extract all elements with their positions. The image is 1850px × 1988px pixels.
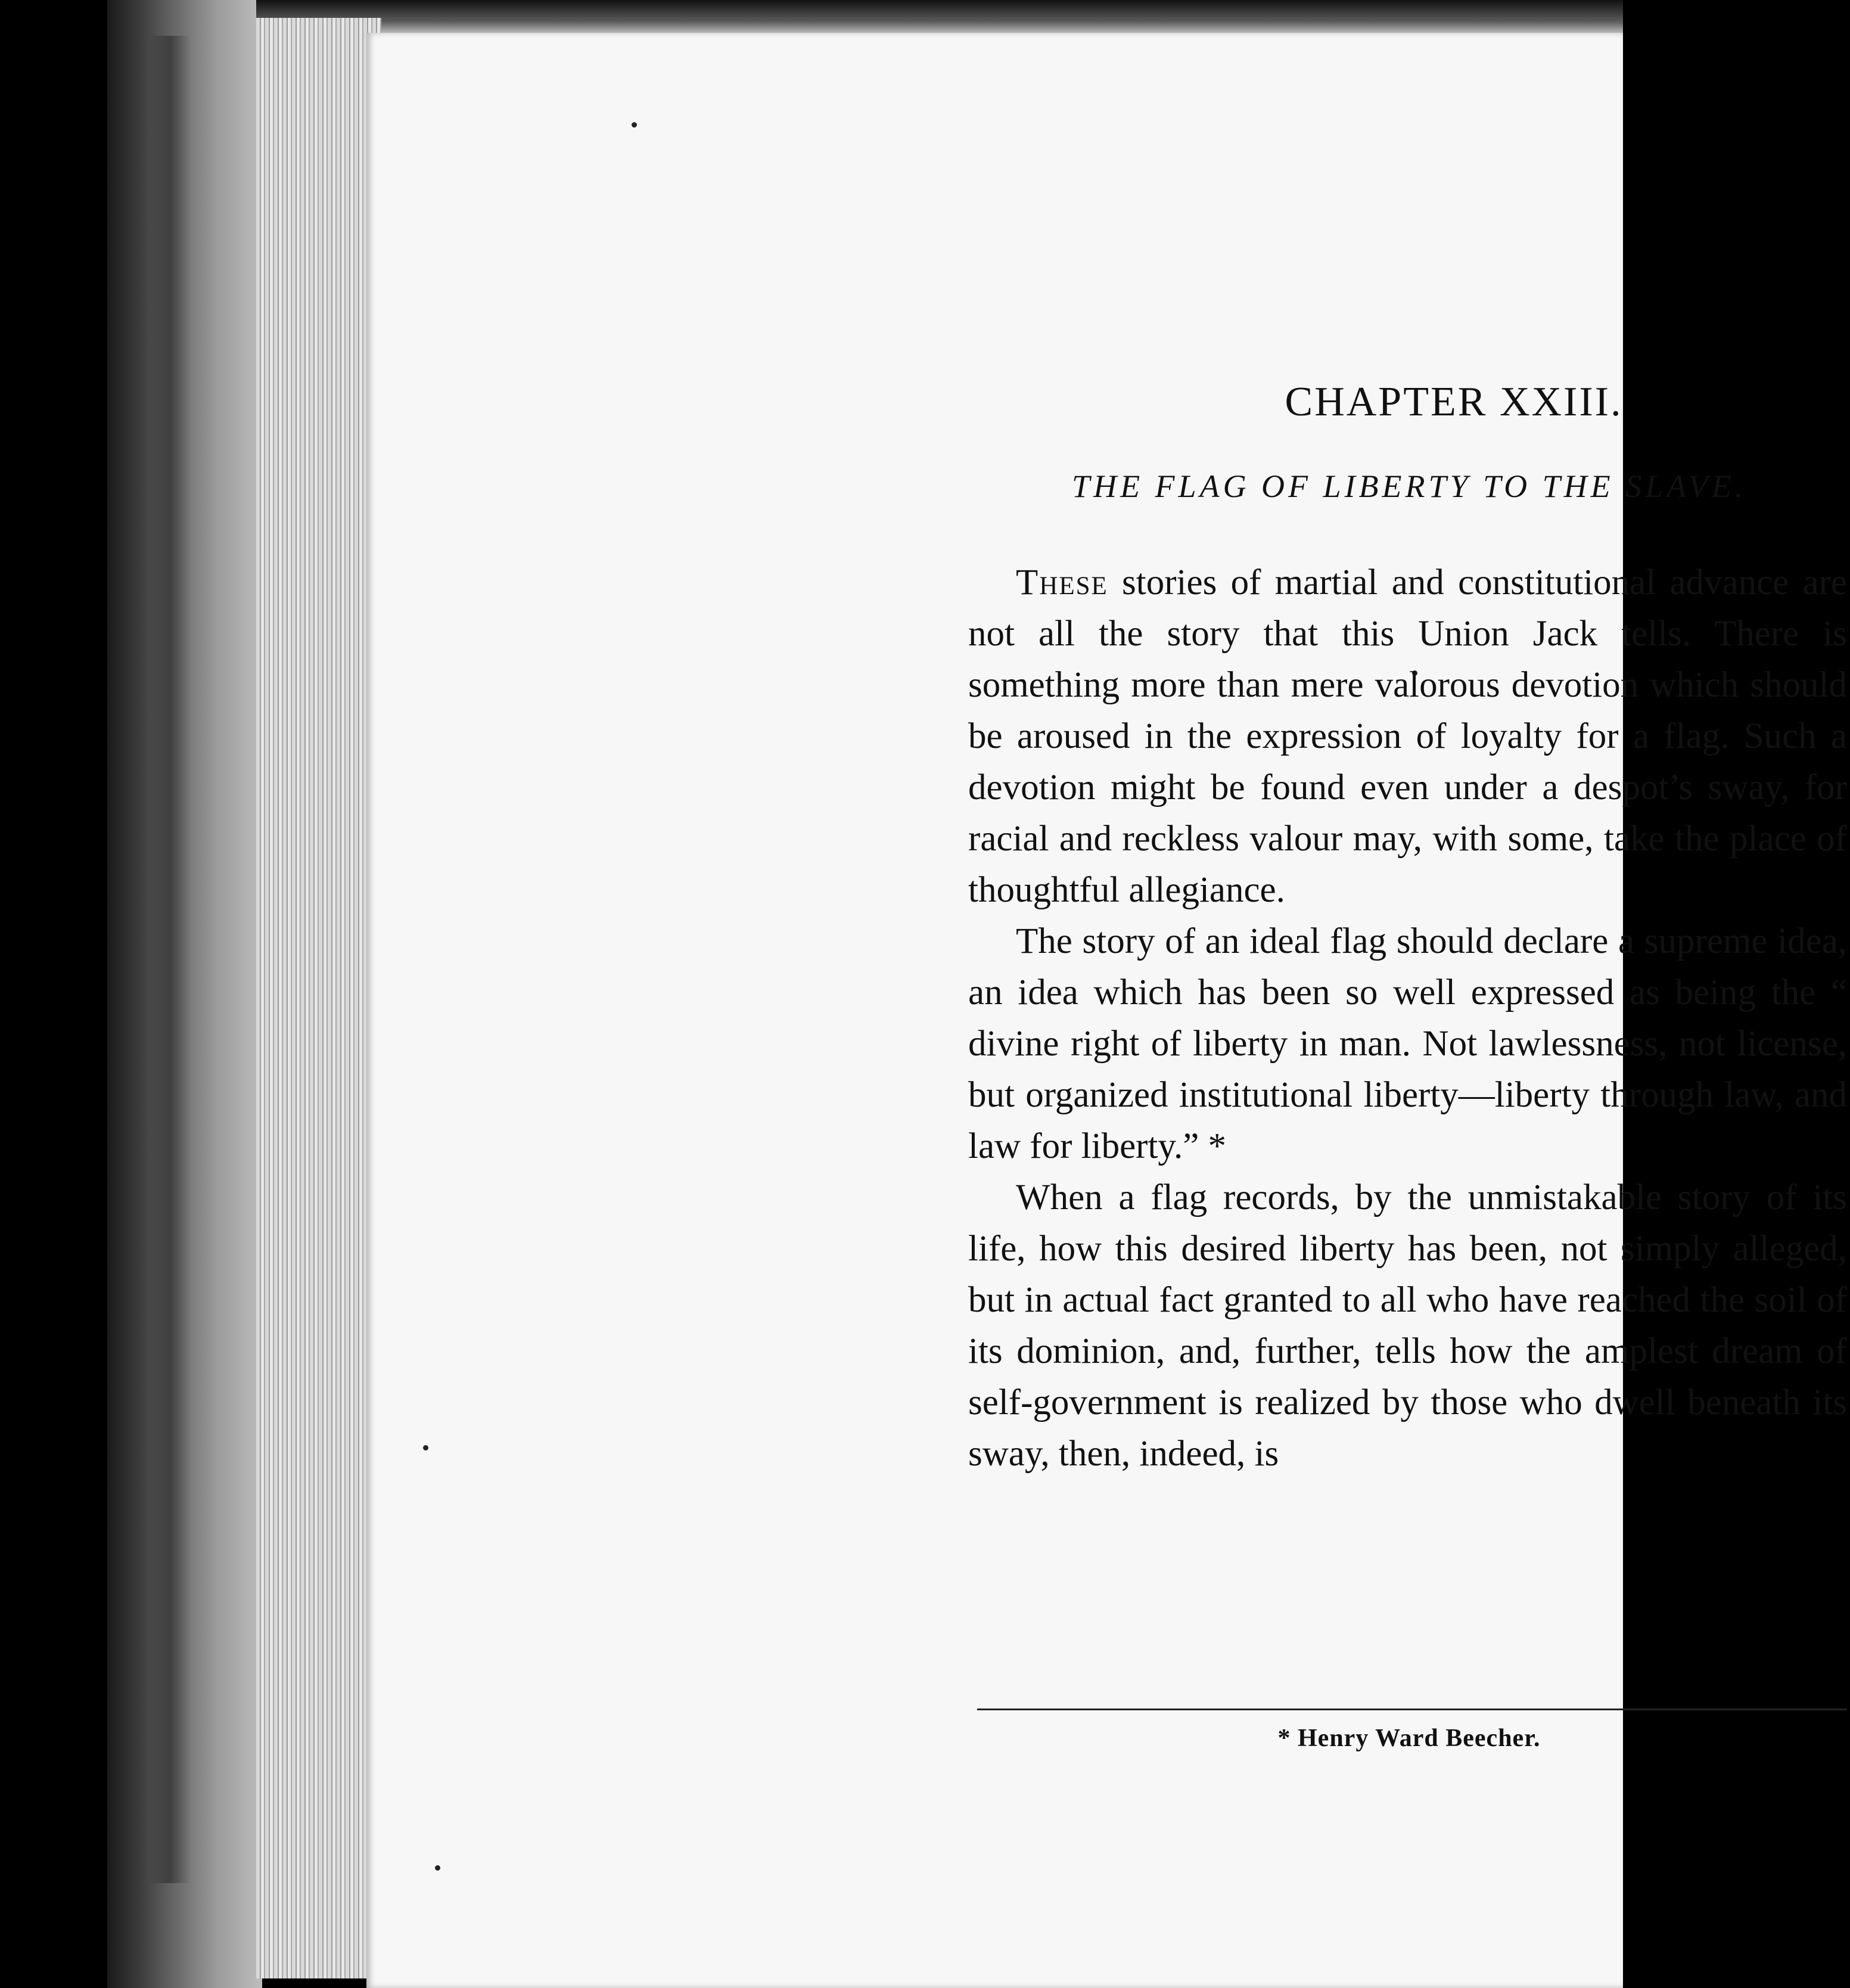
paragraph-2: The story of an ideal flag should declare a supreme idea, an idea which has been so well expressed as being the “ divine right of liberty in man. Not lawlessness, not license, but organized institutional liberty—liberty through law, and law for liberty.” * (968, 921, 1847, 1166)
top-page-edge (256, 0, 1623, 36)
paragraph-lead-word: These (1016, 563, 1108, 602)
paragraph-text: stories of martial and constitutional advance are not all the story that this Union Jack tells. There is something more than mere valorous devotion which should be aroused in the expression of loyalty for a flag. Such a devotion might be found even under a despot’s sway, for racial and reckless valour may, with some, take the place of thoughtful allegiance. (968, 563, 1847, 910)
chapter-title: CHAPTER XXIII. (1285, 379, 1623, 425)
speck (435, 1865, 440, 1871)
paragraph-3: When a flag records, by the unmistakable story of its life, how this desired liberty has been, not simply alleged, but in actual fact granted to all who have reached the soil of its dominion, and, further, tells how the amplest dream of self-government is realized by those who dwell beneath its sway, then, indeed, is (968, 1178, 1847, 1474)
speck (423, 1445, 428, 1450)
spine-shadow (149, 36, 191, 1883)
chapter-subtitle: THE FLAG OF LIBERTY TO THE SLAVE. (1072, 468, 1746, 504)
footnote-rule (977, 1709, 1847, 1710)
page-edges (256, 18, 381, 1978)
body-text (968, 557, 1847, 1480)
book-page (366, 33, 1847, 1988)
speck (632, 122, 637, 128)
paragraph-1 (968, 557, 1847, 916)
footnote: * Henry Ward Beecher. (1277, 1725, 1541, 1752)
